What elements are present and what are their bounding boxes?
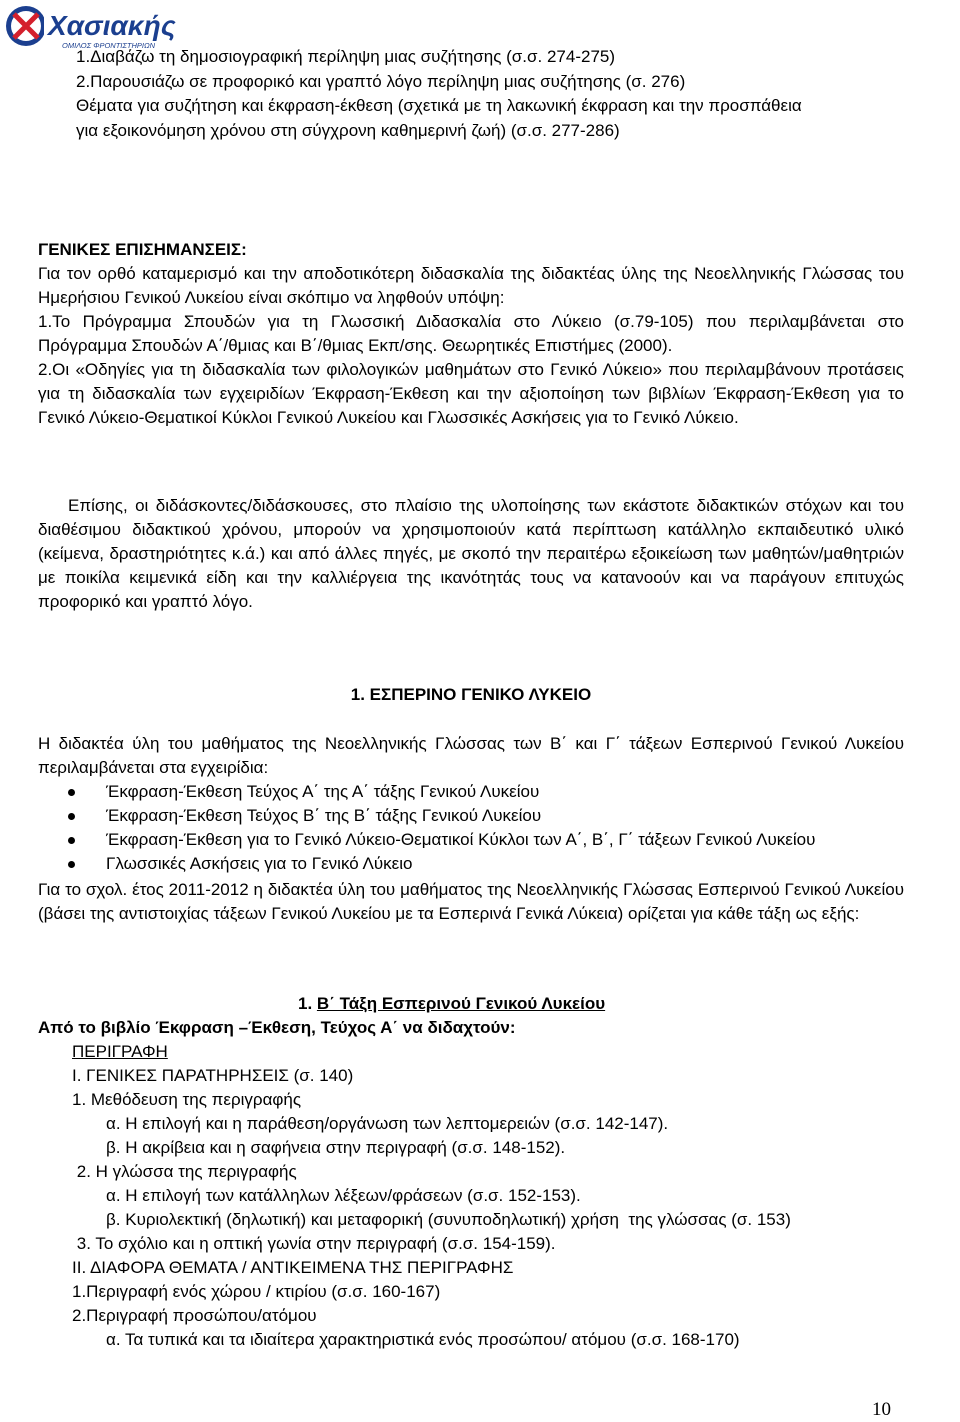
syllabus-item: α. Η επιλογή και η παράθεση/οργάνωση των λεπτομερειών (σ.σ. 142-147).	[106, 1114, 669, 1133]
book-line: Από το βιβλίο Έκφραση –Έκθεση, Τεύχος Α΄ να διδαχτούν:	[38, 1018, 516, 1037]
syllabus-item: α. Η επιλογή των κατάλληλων λέξεων/φράσεων (σ.σ. 152-153).	[106, 1186, 581, 1205]
book-list-item: Έκφραση-Έκθεση Τεύχος Α΄ της Α΄ τάξης Γενικού Λυκείου	[38, 780, 904, 804]
class-title-number: 1.	[298, 994, 313, 1013]
syllabus-item: β. Η ακρίβεια και η σαφήνεια στην περιγραφή (σ.σ. 148-152).	[106, 1138, 566, 1157]
general-paragraph: Επίσης, οι διδάσκοντες/διδάσκουσες, στο πλαίσιο της υλοποίησης των εκάστοτε διδακτικών στόχων και του διαθέσιμου διδακτικού χρόνου, μπορούν να χρησιμοποιούν κατά περίπτωση κατάλληλο εκπαιδευτικό υλικό (κείμενα, δραστηριότητες κ.ά.) και από άλλες πηγές, με σκοπό την περαιτέρω εξοικείωση των μαθητών/μαθητριών με ποικίλα κειμενικά είδη και την καλλιέργεια της ικανότητάς τους να κατανοούν και να παράγουν επιτυχώς προφορικό και γραπτό λόγο.	[38, 496, 904, 611]
syllabus-item: α. Τα τυπικά και τα ιδιαίτερα χαρακτηριστικά ενός προσώπου/ ατόμου (σ.σ. 168-170)	[106, 1330, 740, 1349]
syllabus-item: 3. Το σχόλιο και η οπτική γωνία στην περιγραφή (σ.σ. 154-159).	[72, 1234, 556, 1253]
page-number: 10	[872, 1399, 891, 1420]
book-list-item: Έκφραση-Έκθεση Τεύχος Β΄ της Β΄ τάξης Γενικού Λυκείου	[38, 804, 904, 828]
class-title-text: Β΄ Τάξη Εσπερινού Γενικού Λυκείου	[316, 994, 606, 1013]
book-list-item: Γλωσσικές Ασκήσεις για το Γενικό Λύκειο	[38, 852, 904, 876]
general-remarks-point-1: 1.Το Πρόγραμμα Σπουδών για τη Γλωσσική Διδασκαλία στο Λύκειο (σ.79-105) που περιλαμβάνεται στο Πρόγραμμα Σπουδών Α΄/θμιας και Β΄/θμιας Εκπ/σης. Θεωρητικές Επιστήμες (2000).	[38, 312, 904, 355]
intro-block	[76, 45, 936, 143]
section-intro: Η διδακτέα ύλη του μαθήματος της Νεοελληνικής Γλώσσας των Β΄ και Γ΄ τάξεων Εσπερινού Γενικού Λυκείου περιλαμβάνεται στα εγχειρίδια:	[38, 734, 904, 777]
section-title: 1. ΕΣΠΕΡΙΝΟ ΓΕΝΙΚΟ ΛΥΚΕΙΟ	[350, 685, 592, 704]
syllabus-item: 2.Περιγραφή προσώπου/ατόμου	[72, 1306, 317, 1325]
intro-line: 1.Διαβάζω τη δημοσιογραφική περίληψη μιας συζήτησης (σ.σ. 274-275)	[76, 47, 616, 66]
syllabus-item: 1. Μεθόδευση της περιγραφής	[72, 1090, 302, 1109]
syllabus-item: 2. Η γλώσσα της περιγραφής	[72, 1162, 297, 1181]
general-remarks-intro: Για τον ορθό καταμερισμό και την αποδοτικότερη διδασκαλία της διδακτέας ύλης της Νεοελληνικής Γλώσσας του Ημερήσιου Γενικού Λυκείου είναι σκόπιμο να ληφθούν υπόψη:	[38, 264, 904, 307]
logo-text: Χασιακής	[48, 10, 176, 41]
intro-line: για εξοικονόμηση χρόνου στη σύγχρονη καθημερινή ζωή) (σ.σ. 277-286)	[76, 120, 620, 140]
class-title	[298, 992, 898, 1016]
general-remarks-title: ΓΕΝΙΚΕΣ ΕΠΙΣΗΜΑΝΣΕΙΣ:	[38, 240, 247, 259]
year-text: Για το σχολ. έτος 2011-2012 η διδακτέα ύλη του μαθήματος της Νεοελληνικής Γλώσσας Εσπερινού Γενικού Λυκείου (βάσει της αντιστοιχίας τάξεων Γενικού Λυκείου με τα Εσπερινά Γενικά Λύκεια) ορίζεται για κάθε τάξη ως εξής:	[38, 880, 904, 923]
intro-line: Θέματα για συζήτηση και έκφραση-έκθεση (σχετικά με τη λακωνική έκφραση και την προσπάθεια	[76, 96, 802, 115]
general-remarks-point-2: 2.Οι «Οδηγίες για τη διδασκαλία των φιλολογικών μαθημάτων στο Γενικό Λύκειο» που περιλαμβάνουν προτάσεις για τη διδασκαλία των εγχειριδίων Έκφραση-Έκθεση και την αξιοποίηση των βιβλίων Έκφραση-Έκθεση για το Γενικό Λύκειο-Θεματικοί Κύκλοι Γενικού Λυκείου και Γλωσσικές Ασκήσεις για το Γενικό Λύκειο.	[38, 360, 904, 427]
book-list-item: Έκφραση-Έκθεση για το Γενικό Λύκειο-Θεματικοί Κύκλοι των Α΄, Β΄, Γ΄ τάξεων Γενικού Λυκείου	[38, 828, 904, 852]
syllabus-item: 1.Περιγραφή ενός χώρου / κτιρίου (σ.σ. 160-167)	[72, 1282, 441, 1301]
intro-line: 2.Παρουσιάζω σε προφορικό και γραπτό λόγο περίληψη μιας συζήτησης (σ. 276)	[76, 71, 686, 91]
syllabus-item: ΙΙ. ΔΙΑΦΟΡΑ ΘΕΜΑΤΑ / ΑΝΤΙΚΕΙΜΕΝΑ ΤΗΣ ΠΕΡΙΓΡΑΦΗΣ	[72, 1258, 514, 1277]
general-remarks	[38, 238, 904, 430]
section-body	[38, 732, 904, 926]
topic-title: ΠΕΡΙΓΡΑΦΗ	[72, 1042, 168, 1061]
logo-subtitle: ΟΜΙΛΟΣ ΦΡΟΝΤΙΣΤΗΡΙΩΝ	[62, 41, 156, 50]
book-list	[38, 780, 904, 876]
syllabus-list	[72, 1040, 904, 1352]
syllabus-item: Ι. ΓΕΝΙΚΕΣ ΠΑΡΑΤΗΡΗΣΕΙΣ (σ. 140)	[72, 1066, 354, 1085]
syllabus-item: β. Κυριολεκτική (δηλωτική) και μεταφορική (συνυποδηλωτική) χρήση της γλώσσας (σ. 153)	[106, 1210, 791, 1229]
